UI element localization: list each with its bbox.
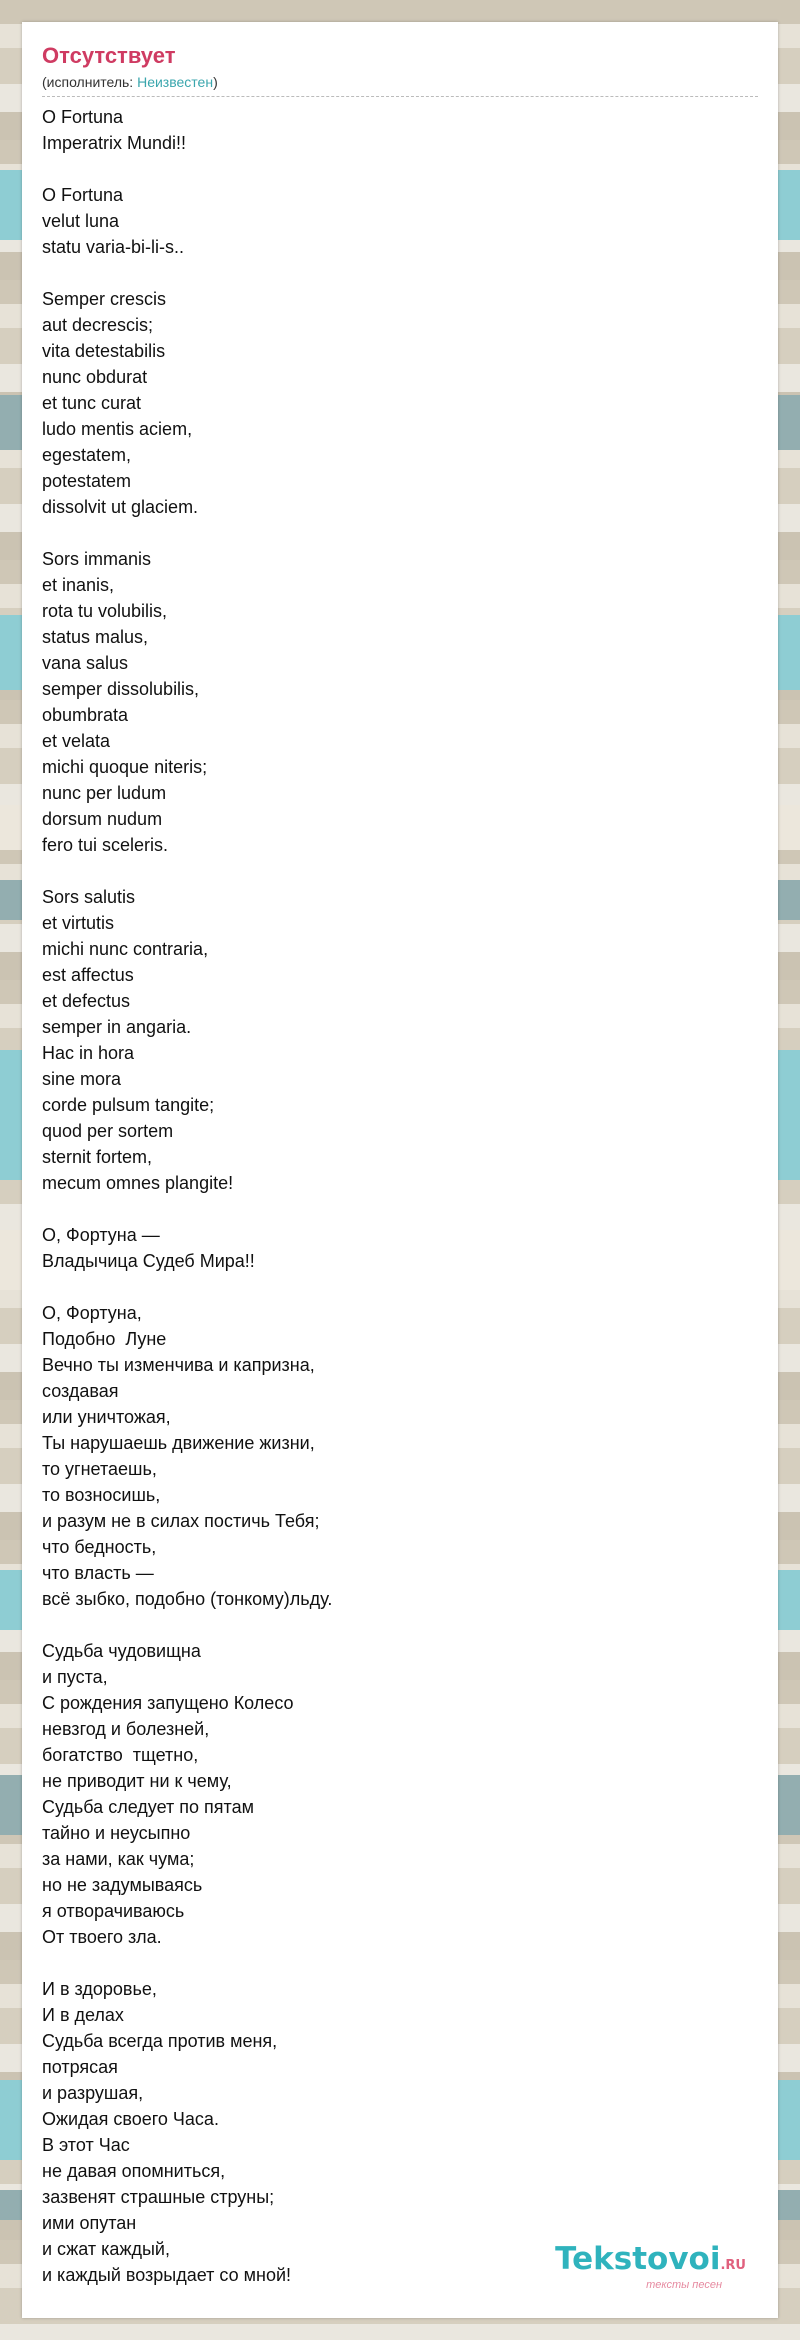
artist-link[interactable]: Неизвестен (137, 74, 214, 90)
lyric-line: mecum omnes plangite! (42, 1173, 234, 1193)
lyric-line: dissolvit ut glaciem. (42, 497, 199, 517)
lyric-line: и разрушая, (42, 2083, 144, 2103)
lyric-line: О, Фортуна — (42, 1225, 160, 1245)
logo-text: Tekstovoi (555, 2241, 721, 2277)
lyric-line: statu varia-bi-li-s.. (42, 237, 185, 257)
lyric-line: В этот Час (42, 2135, 130, 2155)
lyric-line: то возносишь, (42, 1485, 161, 1505)
lyric-line: и сжат каждый, (42, 2239, 170, 2259)
lyric-line: rota tu volubilis, (42, 601, 168, 621)
lyric-line: est affectus (42, 965, 134, 985)
artist-line (42, 72, 758, 97)
lyric-line: obumbrata (42, 705, 129, 725)
lyric-line: Судьба следует по пятам (42, 1797, 254, 1817)
logo-tld: .RU (720, 2258, 746, 2273)
lyric-line: vita detestabilis (42, 341, 166, 361)
lyric-line: Sors immanis (42, 549, 152, 569)
lyric-line: Вечно ты изменчива и капризна, (42, 1355, 315, 1375)
lyric-line: но не задумываясь (42, 1875, 203, 1895)
lyric-line: ими опутан (42, 2213, 137, 2233)
lyric-line: quod per sortem (42, 1121, 174, 1141)
lyric-line: Подобно Луне (42, 1329, 167, 1349)
stanza-break (42, 260, 758, 286)
lyric-line: et tunc curat (42, 393, 142, 413)
artist-suffix: ) (213, 74, 218, 90)
lyric-line: michi nunc contraria, (42, 939, 209, 959)
lyric-line: всё зыбко, подобно (тонкому)льду. (42, 1589, 333, 1609)
lyric-line: за нами, как чума; (42, 1849, 195, 1869)
lyric-line: michi quoque niteris; (42, 757, 208, 777)
lyric-line: vana salus (42, 653, 129, 673)
lyric-line: что бедность, (42, 1537, 157, 1557)
lyric-line: corde pulsum tangite; (42, 1095, 215, 1115)
lyric-line: Судьба всегда против меня, (42, 2031, 278, 2051)
lyric-line: et inanis, (42, 575, 115, 595)
lyric-line: sternit fortem, (42, 1147, 153, 1167)
lyric-line: ludo mentis aciem, (42, 419, 193, 439)
lyrics-text (42, 104, 758, 2288)
stanza-break (42, 156, 758, 182)
lyric-line: fero tui sceleris. (42, 835, 169, 855)
lyric-line: Hac in hora (42, 1043, 135, 1063)
lyric-line: aut decrescis; (42, 315, 154, 335)
lyric-line: что власть — (42, 1563, 154, 1583)
lyric-line: et defectus (42, 991, 131, 1011)
lyric-line: и каждый возрыдает со мной! (42, 2265, 292, 2285)
lyric-line: или уничтожая, (42, 1407, 171, 1427)
lyric-line: невзгод и болезней, (42, 1719, 210, 1739)
lyric-line: и разум не в силах постичь Тебя; (42, 1511, 320, 1531)
lyric-line: и пуста, (42, 1667, 108, 1687)
lyric-line: nunc per ludum (42, 783, 167, 803)
lyric-line: status malus, (42, 627, 149, 647)
lyric-line: Владычица Судеб Мира!! (42, 1251, 255, 1271)
lyric-line: И в делах (42, 2005, 124, 2025)
lyric-line: создавая (42, 1381, 119, 1401)
lyric-line: Ты нарушаешь движение жизни, (42, 1433, 315, 1453)
site-logo[interactable] (555, 2241, 746, 2292)
lyric-line: potestatem (42, 471, 132, 491)
lyric-line: et velata (42, 731, 111, 751)
lyric-line: Semper crescis (42, 289, 167, 309)
stanza-break (42, 1196, 758, 1222)
lyric-line: Ожидая своего Часа. (42, 2109, 219, 2129)
lyric-line: О, Фортуна, (42, 1303, 142, 1323)
stanza-break (42, 858, 758, 884)
lyric-line: С рождения запущено Колесо (42, 1693, 294, 1713)
lyric-line: Imperatrix Mundi!! (42, 133, 187, 153)
stanza-break (42, 1612, 758, 1638)
lyric-line: я отворачиваюсь (42, 1901, 185, 1921)
stanza-break (42, 1950, 758, 1976)
lyrics-card (22, 22, 778, 2318)
lyric-line: et virtutis (42, 913, 115, 933)
lyric-line: тайно и неусыпно (42, 1823, 191, 1843)
logo-tagline: тексты песен (646, 2279, 722, 2291)
lyric-line: Sors salutis (42, 887, 136, 907)
lyric-line: semper in angaria. (42, 1017, 192, 1037)
lyric-line: sine mora (42, 1069, 122, 1089)
lyric-line: semper dissolubilis, (42, 679, 200, 699)
lyric-line: потрясая (42, 2057, 118, 2077)
song-title: Отсутствует (42, 43, 176, 68)
lyric-line: egestatem, (42, 445, 132, 465)
lyric-line: O Fortuna (42, 185, 124, 205)
lyric-line: dorsum nudum (42, 809, 163, 829)
lyric-line: Судьба чудовищна (42, 1641, 201, 1661)
lyric-line: не приводит ни к чему, (42, 1771, 232, 1791)
lyric-line: то угнетаешь, (42, 1459, 157, 1479)
stanza-break (42, 1274, 758, 1300)
lyric-line: не давая опомниться, (42, 2161, 226, 2181)
artist-prefix: (исполнитель: (42, 74, 138, 90)
lyric-line: velut luna (42, 211, 120, 231)
stanza-break (42, 520, 758, 546)
lyric-line: nunc obdurat (42, 367, 148, 387)
lyric-line: богатство тщетно, (42, 1745, 199, 1765)
lyric-line: От твоего зла. (42, 1927, 162, 1947)
lyric-line: зазвенят страшные струны; (42, 2187, 275, 2207)
lyric-line: И в здоровье, (42, 1979, 157, 1999)
lyric-line: O Fortuna (42, 107, 124, 127)
song-header (42, 42, 758, 97)
